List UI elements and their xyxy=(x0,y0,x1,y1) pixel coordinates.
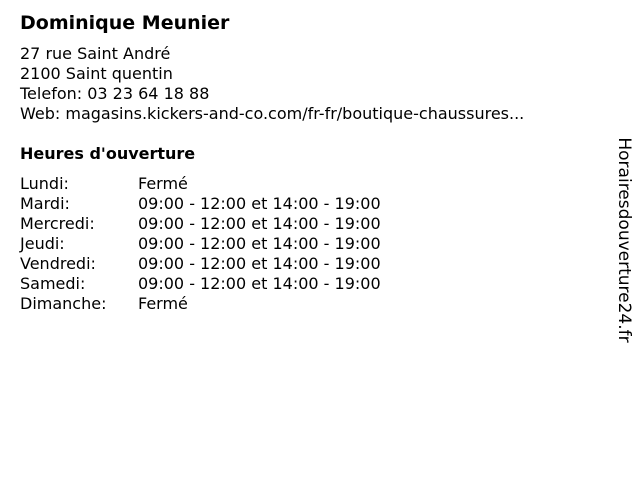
day-label: Jeudi: xyxy=(20,234,65,253)
day-label: Mardi: xyxy=(20,194,70,213)
hours-row-friday xyxy=(20,254,610,274)
day-hours: 09:00 - 12:00 et 14:00 - 19:00 xyxy=(138,194,381,213)
hours-row-sunday xyxy=(20,294,610,314)
hours-row-monday xyxy=(20,174,610,194)
opening-hours-table xyxy=(20,174,610,314)
phone-number: Telefon: 03 23 64 18 88 xyxy=(20,84,210,103)
street-address: 27 rue Saint André xyxy=(20,44,171,63)
hours-row-saturday xyxy=(20,274,610,294)
address-block xyxy=(20,44,610,124)
website-link[interactable]: Web: magasins.kickers-and-co.com/fr-fr/boutique-chaussures... xyxy=(20,104,525,123)
day-hours: 09:00 - 12:00 et 14:00 - 19:00 xyxy=(138,274,381,293)
day-hours: 09:00 - 12:00 et 14:00 - 19:00 xyxy=(138,254,381,273)
day-label: Lundi: xyxy=(20,174,69,193)
hours-row-tuesday xyxy=(20,194,610,214)
hours-row-thursday xyxy=(20,234,610,254)
day-label: Dimanche: xyxy=(20,294,107,313)
store-card xyxy=(20,10,610,314)
opening-hours-heading: Heures d'ouverture xyxy=(20,144,196,163)
hours-row-wednesday xyxy=(20,214,610,234)
day-label: Samedi: xyxy=(20,274,86,293)
day-label: Vendredi: xyxy=(20,254,96,273)
day-hours: 09:00 - 12:00 et 14:00 - 19:00 xyxy=(138,234,381,253)
city-line: 2100 Saint quentin xyxy=(20,64,173,83)
site-watermark: Horairesdouverture24.fr xyxy=(614,137,634,343)
day-hours: Fermé xyxy=(138,294,188,313)
day-hours: 09:00 - 12:00 et 14:00 - 19:00 xyxy=(138,214,381,233)
store-name: Dominique Meunier xyxy=(20,12,230,34)
day-label: Mercredi: xyxy=(20,214,95,233)
day-hours: Fermé xyxy=(138,174,188,193)
